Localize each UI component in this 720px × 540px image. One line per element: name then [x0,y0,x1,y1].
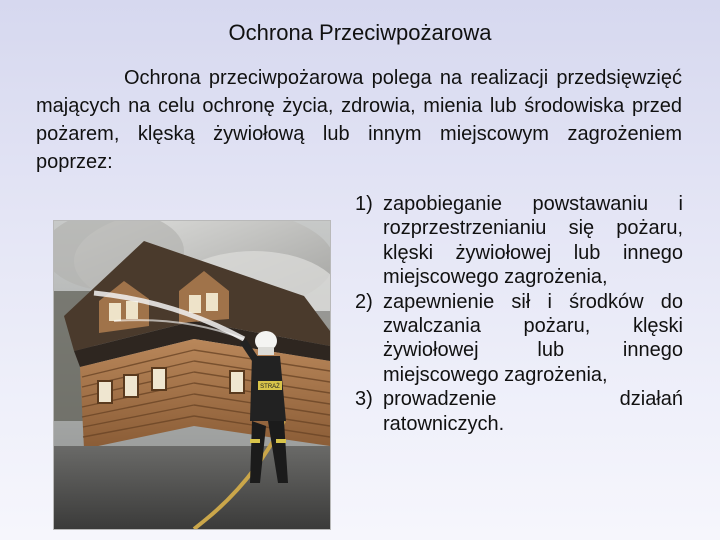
firefighter-photo [53,220,331,530]
intro-paragraph: Ochrona przeciwpożarowa polega na realizacji przedsięwzięć mających na celu ochronę życia, zdrowia, mienia lub środowiska przed pożarem, klęską żywiołową lub innym miejscowym zagrożeniem poprzez: [36,67,682,173]
helmet-text: STRAŻ [260,384,280,390]
list-item-text: zapewnienie sił i środków do zwalczania pożaru, klęski żywiołowej lub innego miejscowego zagrożenia, [383,290,683,386]
list-item [355,290,683,388]
slide-title: Ochrona Przeciwpożarowa [228,20,492,45]
list-item-text: zapobieganie powstawaniu i rozprzestrzenianiu się pożaru, klęski żywiołowej lub innego miejscowego zagrożenia, [383,193,683,289]
list-item [355,387,683,436]
list-item-text: prowadzenie działań ratowniczych. [383,388,683,435]
list-item-number: 1) [355,193,373,215]
list-item [355,192,683,290]
measures-list [355,192,683,436]
list-item-number: 2) [355,290,373,313]
list-item-number: 3) [355,388,373,411]
